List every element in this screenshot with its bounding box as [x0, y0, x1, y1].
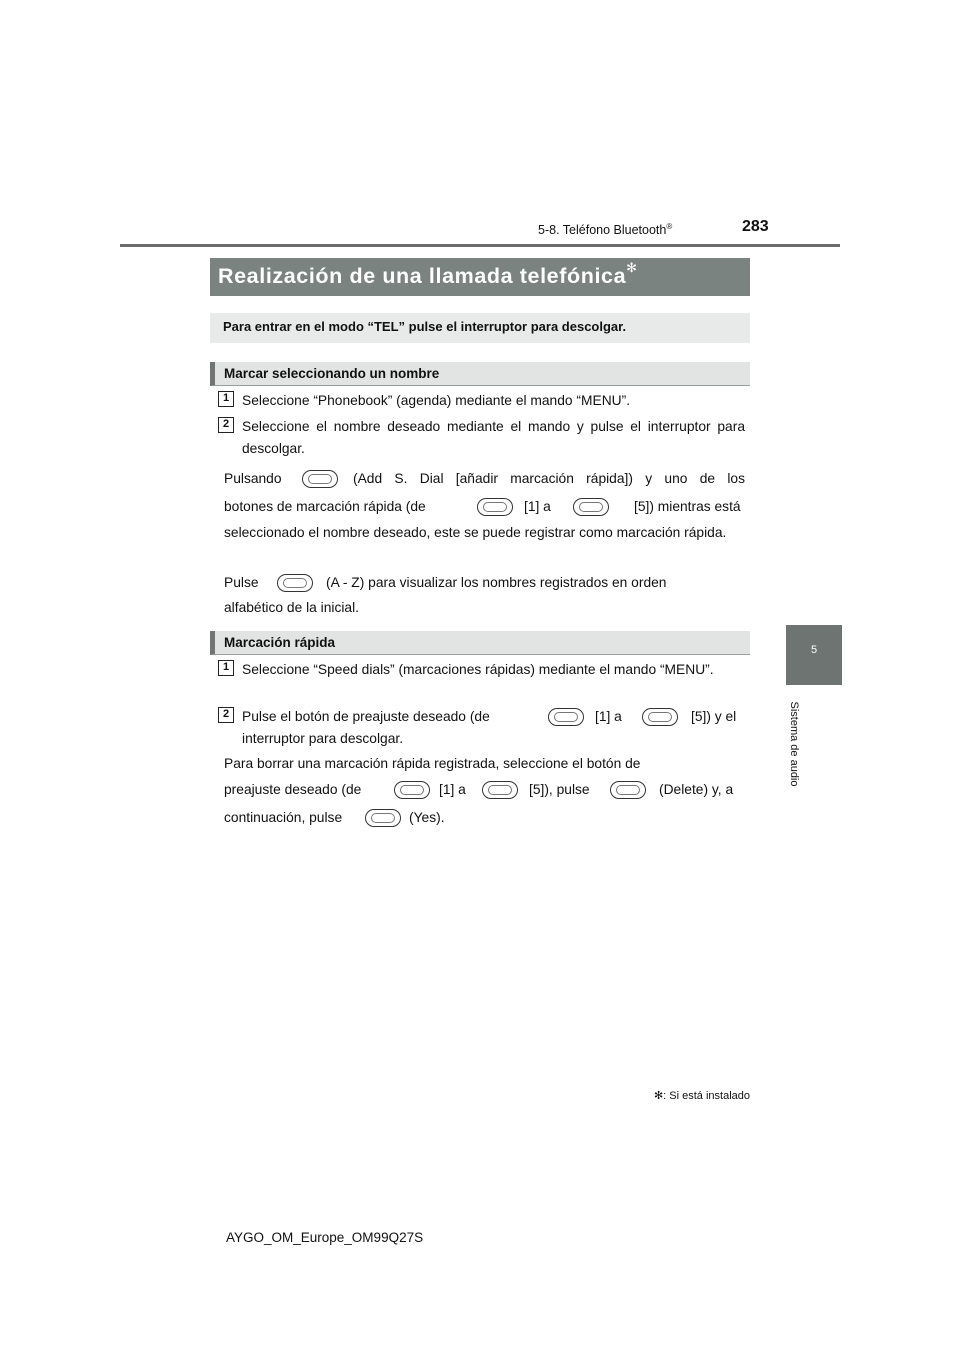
preset-button-1-icon — [477, 498, 513, 516]
step-text: Seleccione “Speed dials” (marcaciones rápidas) mediante el mando “MENU”. — [242, 662, 714, 677]
header-divider — [120, 244, 840, 247]
note-text: Para borrar una marcación rápida registrada, seleccione el botón de — [224, 756, 641, 771]
preset-button-5-icon — [482, 781, 518, 799]
preset-button-5-icon — [642, 708, 678, 726]
page-number: 283 — [742, 218, 769, 235]
step-number: 2 — [218, 417, 234, 433]
step-number: 1 — [218, 660, 234, 676]
footnote: ✻: Si está instalado — [653, 1090, 750, 1102]
preset-button-1-icon — [394, 781, 430, 799]
note-text: alfabético de la inicial. — [224, 600, 359, 615]
step-text: Seleccione el nombre deseado mediante el mando y pulse el interruptor para descolgar. — [242, 419, 745, 456]
preset-button-1-icon — [548, 708, 584, 726]
subheading-dial-by-name: Marcar seleccionando un nombre — [210, 362, 750, 386]
step-line: Pulse el botón de preajuste deseado (de [1] a [5]) y el — [242, 709, 737, 724]
chapter-tab: 5 — [786, 625, 842, 685]
note-line: Pulsando (Add S. Dial [añadir marcación rápida]) y uno de los — [224, 471, 745, 486]
a-z-button-icon — [277, 574, 313, 592]
footer-document-code: AYGO_OM_Europe_OM99Q27S — [226, 1230, 424, 1245]
chapter-label: Sistema de audio — [788, 701, 800, 787]
subheading-speed-dial: Marcación rápida — [210, 631, 750, 655]
section-title: Realización de una llamada telefónica✻ — [210, 258, 750, 296]
installed-mark: ✻ — [626, 260, 638, 275]
add-s-dial-button-icon — [302, 470, 338, 488]
note-line: continuación, pulse (Yes). — [224, 810, 445, 825]
delete-button-icon — [610, 781, 646, 799]
note-text: seleccionado el nombre deseado, este se puede registrar como marcación rápida. — [224, 525, 727, 540]
step-text: Seleccione “Phonebook” (agenda) mediante el mando “MENU”. — [242, 393, 631, 408]
intro-box: Para entrar en el modo “TEL” pulse el interruptor para descolgar. — [210, 313, 750, 343]
step-text: interruptor para descolgar. — [242, 731, 404, 746]
step-number: 2 — [218, 707, 234, 723]
step-number: 1 — [218, 391, 234, 407]
note-line: Pulse (A - Z) para visualizar los nombres registrados en orden — [224, 575, 667, 590]
header-section-title: 5-8. Teléfono Bluetooth® — [538, 222, 673, 238]
note-line: preajuste deseado (de [1] a [5]), pulse (Delete) y, a — [224, 782, 734, 797]
yes-button-icon — [365, 809, 401, 827]
note-line: botones de marcación rápida (de [1] a [5]) mientras está — [224, 499, 741, 514]
preset-button-5-icon — [573, 498, 609, 516]
